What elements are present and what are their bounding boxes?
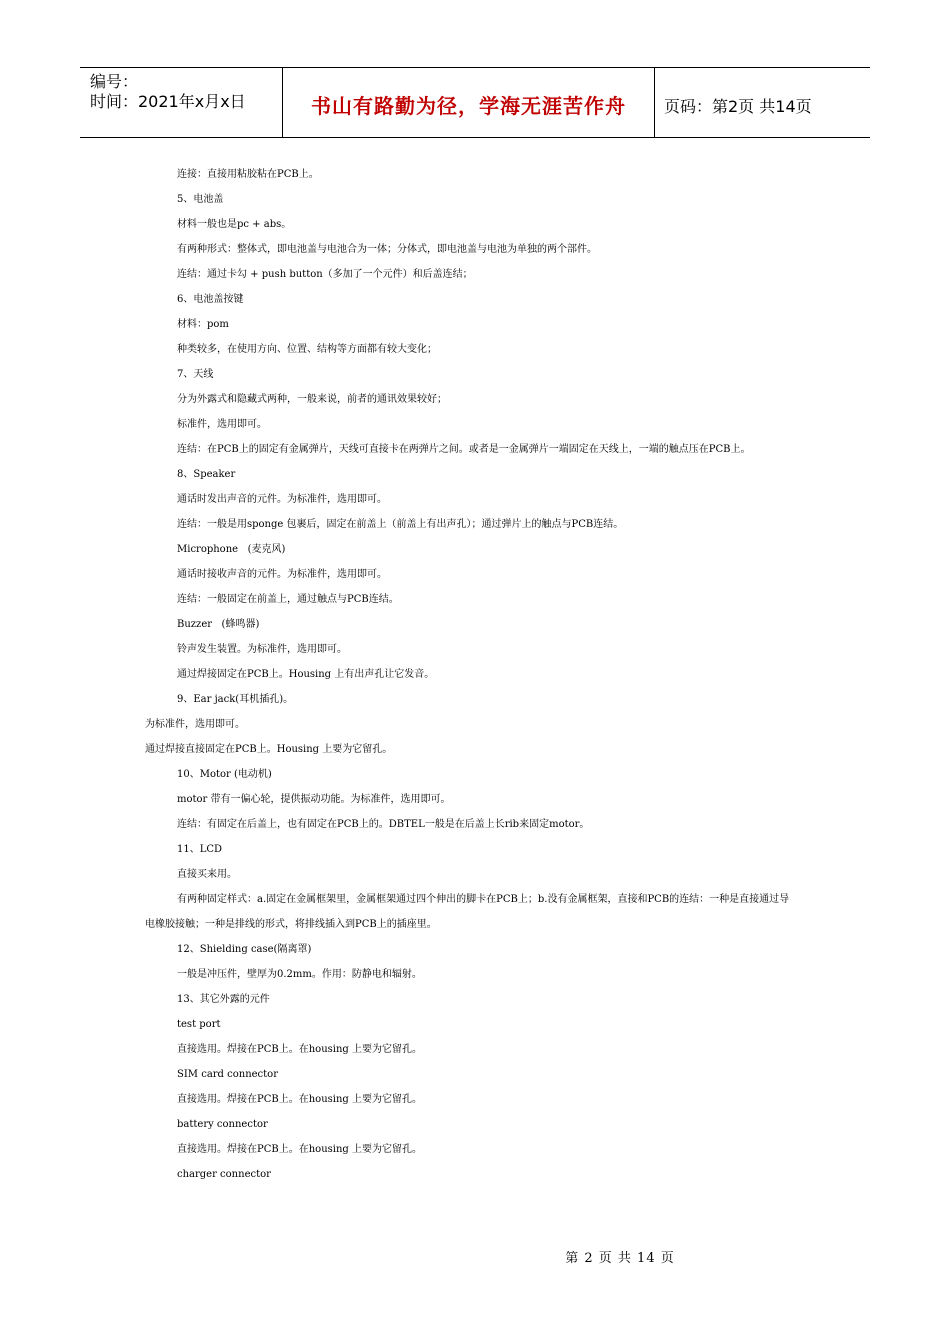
section-heading: 13、其它外露的元件	[177, 994, 270, 1005]
subsection-heading: test port	[177, 1019, 221, 1030]
paragraph: 为标准件，选用即可。	[145, 719, 245, 730]
paragraph: 直接选用。焊接在PCB上。在housing 上要为它留孔。	[177, 1144, 422, 1155]
paragraph: 标准件，选用即可。	[177, 419, 267, 430]
paragraph: 直接选用。焊接在PCB上。在housing 上要为它留孔。	[177, 1094, 422, 1105]
paragraph: 通话时接收声音的元件。为标准件，选用即可。	[177, 569, 387, 580]
section-heading: 8、Speaker	[177, 469, 236, 480]
page-number-label: 页码：第2页 共14页	[664, 97, 812, 116]
section-heading: 5、电池盖	[177, 194, 224, 205]
paragraph: 有两种固定样式：a.固定在金属框架里，金属框架通过四个伸出的脚卡在PCB上；b.没有金属框架，直接和PCB的连结：一种是直接通过导电橡胶接触；一种是排线的形式，将排线插入到PCB上的插座里。	[145, 894, 790, 930]
paragraph: 铃声发生装置。为标准件，选用即可。	[177, 644, 347, 655]
paragraph: 直接买来用。	[177, 869, 237, 880]
paragraph: 连结：通过卡勾 + push button（多加了一个元件）和后盖连结；	[177, 269, 473, 280]
paragraph: 连接：直接用粘胶粘在PCB上。	[177, 169, 319, 180]
subsection-heading: Microphone (麦克风)	[177, 544, 286, 555]
header-left-cell	[80, 68, 282, 137]
header-page-cell	[655, 68, 870, 137]
paragraph: 种类较多，在使用方向、位置、结构等方面都有较大变化；	[177, 344, 437, 355]
section-heading: 10、Motor (电动机)	[177, 769, 272, 780]
page-footer: 第 2 页 共 14 页	[565, 1251, 675, 1266]
header-table	[80, 67, 870, 138]
paragraph: 连结：在PCB上的固定有金属弹片，天线可直接卡在两弹片之间。或者是一金属弹片一端固定在天线上，一端的触点压在PCB上。	[177, 444, 751, 455]
subsection-heading: charger connector	[177, 1169, 271, 1180]
paragraph: 连结：一般是用sponge 包裹后，固定在前盖上（前盖上有出声孔）；通过弹片上的触点与PCB连结。	[177, 519, 624, 530]
paragraph: 材料：pom	[177, 319, 229, 330]
section-heading: 6、电池盖按键	[177, 294, 244, 305]
paragraph: 通过焊接直接固定在PCB上。Housing 上要为它留孔。	[145, 744, 393, 755]
document-date-label: 时间：2021年x月x日	[90, 92, 246, 111]
paragraph: 直接选用。焊接在PCB上。在housing 上要为它留孔。	[177, 1044, 422, 1055]
paragraph: motor 带有一偏心轮，提供振动功能。为标准件，选用即可。	[177, 794, 451, 805]
paragraph: 通话时发出声音的元件。为标准件，选用即可。	[177, 494, 387, 505]
paragraph: 分为外露式和隐藏式两种，一般来说，前者的通讯效果较好；	[177, 394, 447, 405]
section-heading: 12、Shielding case(隔离罩)	[177, 944, 312, 955]
paragraph: 材料一般也是pc + abs。	[177, 219, 292, 230]
document-body	[145, 162, 793, 1187]
paragraph: 连结：一般固定在前盖上，通过触点与PCB连结。	[177, 594, 399, 605]
paragraph: 通过焊接固定在PCB上。Housing 上有出声孔让它发音。	[177, 669, 435, 680]
section-heading: 11、LCD	[177, 844, 223, 855]
header-motto-cell	[282, 68, 655, 137]
paragraph: 连结：有固定在后盖上，也有固定在PCB上的。DBTEL一般是在后盖上长rib来固定motor。	[177, 819, 590, 830]
paragraph: 有两种形式：整体式，即电池盖与电池合为一体；分体式，即电池盖与电池为单独的两个部件。	[177, 244, 597, 255]
subsection-heading: Buzzer (蜂鸣器)	[177, 619, 260, 630]
section-heading: 9、Ear jack(耳机插孔)。	[177, 694, 294, 705]
motto-text: 书山有路勤为径，学海无涯苦作舟	[311, 94, 626, 118]
document-number-label: 编号：	[90, 72, 139, 91]
section-heading: 7、天线	[177, 369, 214, 380]
subsection-heading: battery connector	[177, 1119, 268, 1130]
subsection-heading: SIM card connector	[177, 1069, 278, 1080]
paragraph: 一般是冲压件，壁厚为0.2mm。作用：防静电和辐射。	[177, 969, 422, 980]
